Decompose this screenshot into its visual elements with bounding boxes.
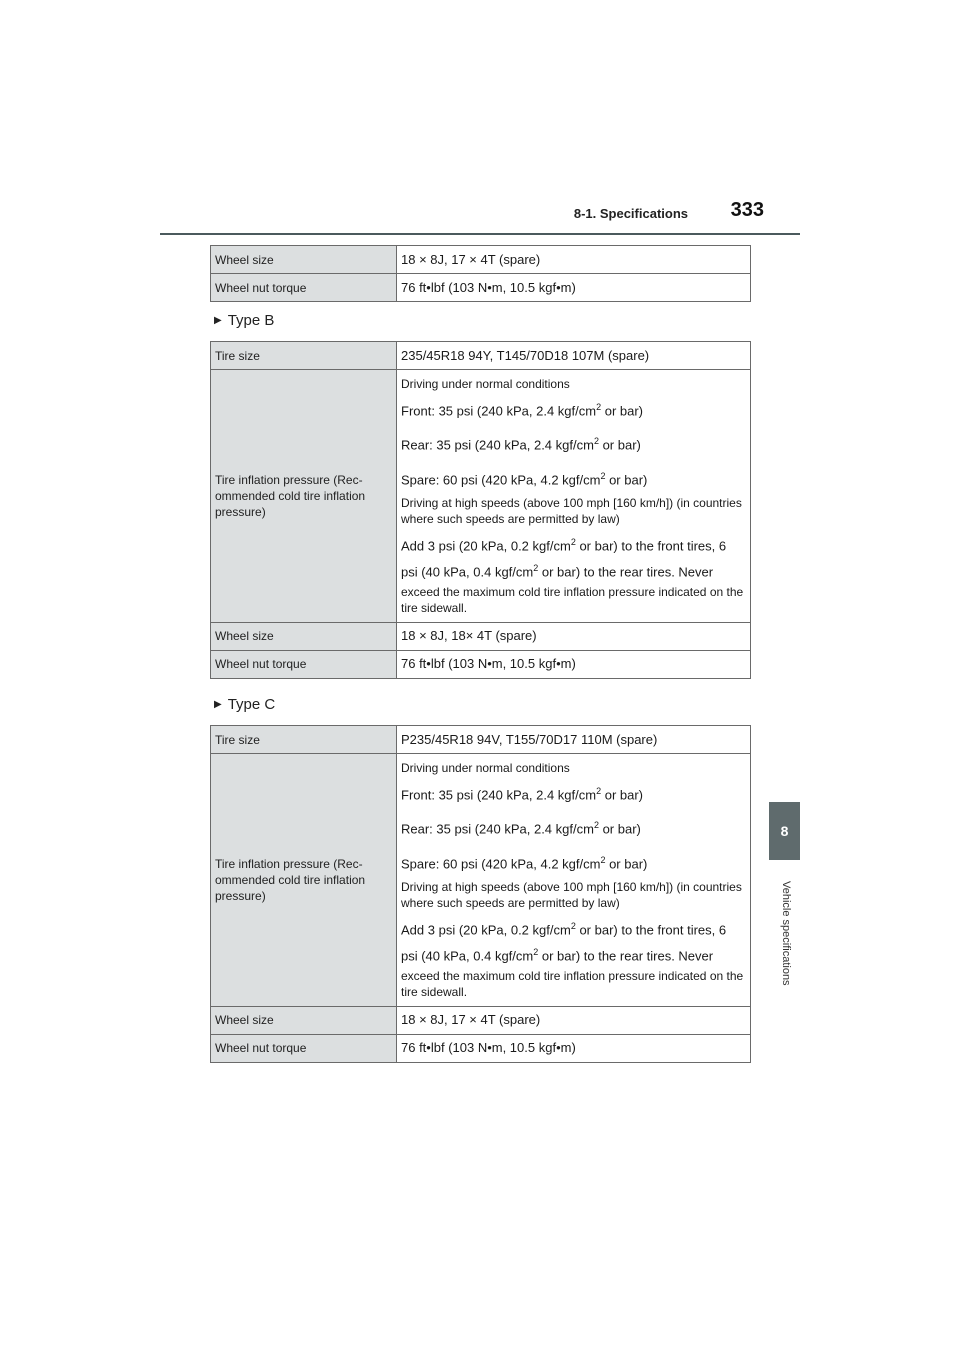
spare-pressure: Spare: 60 psi (420 kPa, 4.2 kgf/$cm^2$ or bar) — [401, 470, 648, 487]
row-value: 76 ft•lbf (103 N•m, 10.5 kgf•m) — [397, 1034, 751, 1062]
row-label: Wheel size — [211, 1006, 397, 1034]
rear-pressure: Rear: 35 psi (240 kPa, 2.4 kgf/$cm^2$ or bar) — [401, 436, 641, 453]
header-divider — [160, 233, 800, 235]
row-label: Wheel nut torque — [211, 274, 397, 302]
row-label: Wheel nut torque — [211, 1034, 397, 1062]
row-label: Wheel size — [211, 622, 397, 650]
row-value: 18 × 8J, 17 × 4T (spare) — [397, 1006, 751, 1034]
rear-pressure: Rear: 35 psi (240 kPa, 2.4 kgf/$cm^2$ or bar) — [401, 820, 641, 837]
front-pressure: Front: 35 psi (240 kPa, 2.4 kgf/$cm^2$ or bar) — [401, 786, 644, 803]
pressure-details — [397, 370, 751, 623]
type-a-table — [210, 245, 751, 302]
high-speed-heading: Driving at high speeds (above 100 mph [160 km/h]) (in countries where such speeds are permitted by law) — [401, 879, 742, 910]
table-row — [211, 650, 751, 678]
pressure-details — [397, 754, 751, 1007]
chapter-label: Vehicle specifications — [780, 881, 792, 986]
chapter-number: 8 — [780, 823, 789, 839]
row-label: Tire size — [211, 342, 397, 370]
section-title: 8-1. Specifications — [573, 206, 688, 221]
row-label: Wheel size — [211, 246, 397, 274]
type-c-heading — [214, 696, 275, 713]
table-row — [211, 1006, 751, 1034]
sidewall-note: exceed the maximum cold tire inflation pressure indicated on the tire sidewall. — [401, 968, 744, 999]
row-label: Tire inflation pressure (Rec-ommended cold tire inflation pressure) — [211, 370, 397, 623]
type-b-heading — [214, 312, 274, 329]
triangle-bullet-icon: ▶ — [214, 315, 222, 326]
row-value: P235/45R18 94V, T155/70D17 110M (spare) — [397, 726, 751, 754]
type-b-table — [210, 341, 751, 679]
sidewall-note: exceed the maximum cold tire inflation pressure indicated on the tire sidewall. — [401, 584, 744, 615]
table-row — [211, 622, 751, 650]
normal-conditions-heading: Driving under normal conditions — [401, 377, 570, 391]
row-value: 76 ft•lbf (103 N•m, 10.5 kgf•m) — [397, 274, 751, 302]
normal-conditions-heading: Driving under normal conditions — [401, 761, 570, 775]
front-pressure: Front: 35 psi (240 kPa, 2.4 kgf/$cm^2$ or bar) — [401, 402, 644, 419]
row-value: 76 ft•lbf (103 N•m, 10.5 kgf•m) — [397, 650, 751, 678]
table-row — [211, 274, 751, 302]
table-row — [211, 754, 751, 1007]
row-label: Tire size — [211, 726, 397, 754]
row-label: Wheel nut torque — [211, 650, 397, 678]
high-speed-heading: Driving at high speeds (above 100 mph [160 km/h]) (in countries where such speeds are permitted by law) — [401, 495, 742, 526]
table-row — [211, 370, 751, 623]
type-b-title: Type B — [227, 312, 275, 329]
high-speed-instruction: Add 3 psi (20 kPa, 0.2 kgf/$cm^2$ or bar) to the front tires, 6 psi (40 kPa, 0.4 kgf/$cm^2$ or bar) to the rear tires. Never — [401, 536, 727, 580]
chapter-tab — [769, 802, 800, 860]
high-speed-instruction: Add 3 psi (20 kPa, 0.2 kgf/$cm^2$ or bar) to the front tires, 6 psi (40 kPa, 0.4 kgf/$cm^2$ or bar) to the rear tires. Never — [401, 920, 727, 964]
table-row — [211, 246, 751, 274]
row-value: 235/45R18 94Y, T145/70D18 107M (spare) — [397, 342, 751, 370]
table-row — [211, 1034, 751, 1062]
type-c-title: Type C — [227, 696, 276, 713]
table-row — [211, 342, 751, 370]
row-value: 18 × 8J, 18× 4T (spare) — [397, 622, 751, 650]
row-label: Tire inflation pressure (Rec-ommended cold tire inflation pressure) — [211, 754, 397, 1007]
row-value: 18 × 8J, 17 × 4T (spare) — [397, 246, 751, 274]
table-row — [211, 726, 751, 754]
type-c-table — [210, 725, 751, 1063]
spare-pressure: Spare: 60 psi (420 kPa, 4.2 kgf/$cm^2$ or bar) — [401, 854, 648, 871]
triangle-bullet-icon: ▶ — [214, 699, 222, 710]
page-number: 333 — [730, 199, 764, 221]
